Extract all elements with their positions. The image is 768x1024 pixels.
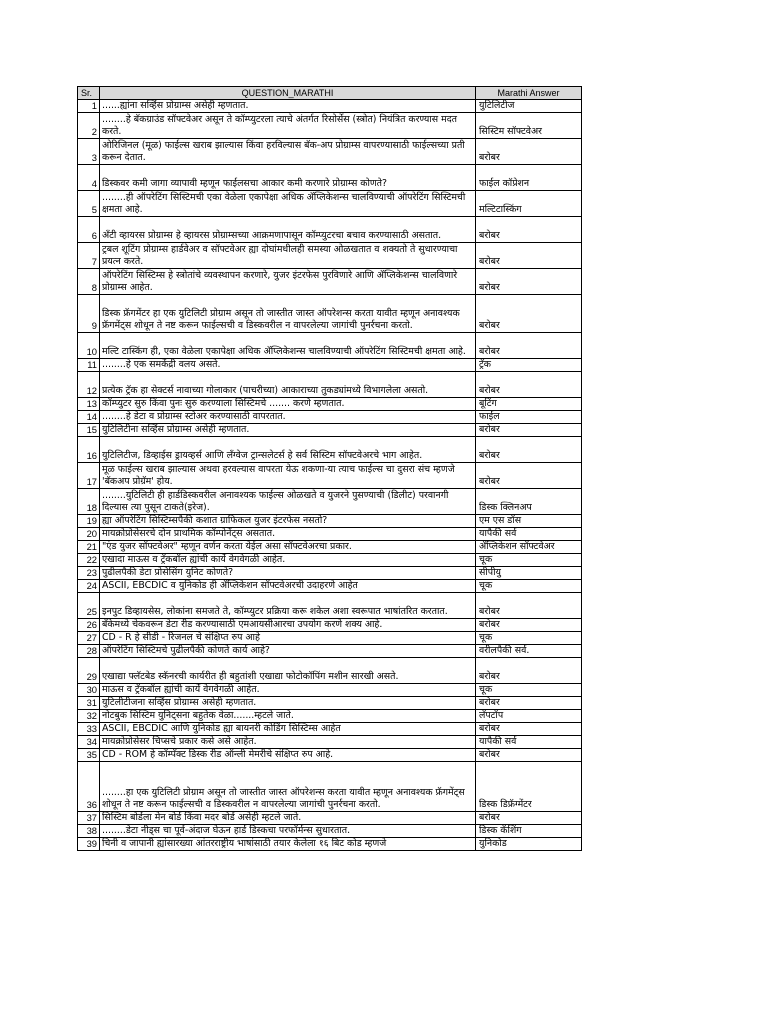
answer-cell: डिस्क क्लिनअप	[476, 489, 582, 515]
header-answer: Marathi Answer	[476, 87, 582, 100]
row-number: 14	[78, 411, 100, 424]
question-cell: सिस्टिम बोर्डला मेन बोर्ड किंवा मदर बोर्ड असेही म्हटले जाते.	[100, 812, 476, 825]
answer-cell: यापैकी सर्व	[476, 736, 582, 749]
table-row	[78, 295, 582, 333]
answer-cell: बरोबर	[476, 619, 582, 632]
question-cell: CD - R हे सीडी - रिजनल चे संक्षिप्त रुप आहे	[100, 632, 476, 645]
question-cell: ......ह्यांना सर्व्हिस प्रोग्राम्स असेही म्हणतात.	[100, 100, 476, 113]
answer-cell: बरोबर	[476, 463, 582, 489]
row-number: 29	[78, 658, 100, 684]
question-cell: मायक्रोप्रोसेसर चिप्सचे प्रकार कसे असे आहेत.	[100, 736, 476, 749]
answer-cell: यापैकी सर्व	[476, 528, 582, 541]
row-number: 12	[78, 372, 100, 398]
question-cell: डिस्कवर कमी जागा व्यापावी म्हणून फाईलसचा आकार कमी करणारे प्रोग्राम्स कोणते?	[100, 165, 476, 191]
row-number: 36	[78, 762, 100, 812]
answer-cell: चूक	[476, 580, 582, 593]
answer-cell: वरीलपैकी सर्व.	[476, 645, 582, 658]
row-number: 31	[78, 697, 100, 710]
question-sheet	[77, 86, 581, 851]
row-number: 18	[78, 489, 100, 515]
row-number: 2	[78, 113, 100, 139]
table-row	[78, 762, 582, 812]
row-number: 24	[78, 580, 100, 593]
table-row	[78, 710, 582, 723]
question-cell: ........हा एक युटिलिटी प्रोग्राम असून तो जास्तीत जास्त ऑपरेशन्स करता यावीत म्हणून अनावश्यक फ्रॅगमेंट्स शोधून ते नष्ट करून फाईल्सची व डिस्कवरील न वापरलेल्या जागांची पुनर्रचना करतो.	[100, 762, 476, 812]
row-number: 5	[78, 191, 100, 217]
table-row	[78, 100, 582, 113]
question-cell: युटिलिटीज, डिव्हाईस ड्रायव्हर्स आणि लँग्वेज ट्रान्सलेटर्स हे सर्व सिस्टिम सॉफ्टवेअरचे भाग आहेत.	[100, 437, 476, 463]
table-row	[78, 838, 582, 851]
row-number: 32	[78, 710, 100, 723]
row-number: 26	[78, 619, 100, 632]
table-row	[78, 593, 582, 619]
table-row	[78, 684, 582, 697]
row-number: 4	[78, 165, 100, 191]
question-table	[77, 86, 582, 851]
answer-cell: बरोबर	[476, 812, 582, 825]
table-row	[78, 269, 582, 295]
question-cell: ऑपरेटिंग सिस्टिमचे पुढीलपैकी कोणते कार्य आहे?	[100, 645, 476, 658]
table-row	[78, 736, 582, 749]
question-cell: इनपुट डिव्हायसेस, लोकांना समजते ते, कॉम्प्युटर प्रक्रिया करू शकेल अशा स्वरूपात भाषांतरित करतात.	[100, 593, 476, 619]
table-row	[78, 825, 582, 838]
table-row	[78, 139, 582, 165]
row-number: 13	[78, 398, 100, 411]
question-cell: एखादा माऊस व ट्रॅकबॉल ह्यांची कार्ये वेगवेगळी आहेत.	[100, 554, 476, 567]
table-row	[78, 437, 582, 463]
table-row	[78, 632, 582, 645]
question-cell: माऊस व ट्रॅकबॉल ह्यांची कार्ये वेगवेगळी आहेत.	[100, 684, 476, 697]
answer-cell: बरोबर	[476, 139, 582, 165]
table-row	[78, 191, 582, 217]
table-row	[78, 580, 582, 593]
question-cell: मायक्रोप्रोसेसरचे दोन प्राथमिक कॉम्पोनेंट्स असतात.	[100, 528, 476, 541]
table-row	[78, 619, 582, 632]
question-cell: प्रत्येक ट्रॅक हा सेक्टर्स नावाच्या गोलाकार (पाचरीच्या) आकाराच्या तुकड्यांमध्ये विभागलेला असतो.	[100, 372, 476, 398]
answer-cell: बरोबर	[476, 697, 582, 710]
answer-cell: युनिकोड	[476, 838, 582, 851]
question-cell: ऑपरेटिंग सिस्टिम्स हे स्त्रोतांचे व्यवस्थापन करणारे, युजर इंटरफेस पुरविणारे आणि ॲप्लिकेशन्स चालविणारे प्रोग्राम्स आहेत.	[100, 269, 476, 295]
row-number: 16	[78, 437, 100, 463]
row-number: 22	[78, 554, 100, 567]
answer-cell: लॅपटॉप	[476, 710, 582, 723]
table-row	[78, 749, 582, 762]
header-question: QUESTION_MARATHI	[100, 87, 476, 100]
row-number: 8	[78, 269, 100, 295]
answer-cell: बरोबर	[476, 658, 582, 684]
question-cell: युटिलीटीजना सर्व्हिस प्रोग्राम्स असेही म्हणतात.	[100, 697, 476, 710]
row-number: 6	[78, 217, 100, 243]
question-cell: CD - ROM हे कॉम्पॅक्ट डिस्क रीड ऑन्ली मेमरीचे संक्षिप्त रुप आहे.	[100, 749, 476, 762]
answer-cell: सिस्टिम सॉफ्टवेअर	[476, 113, 582, 139]
question-cell: चिनी व जापानी ह्यांसारख्या आंतरराष्ट्रीय भाषांसाठी तयार केलेला १६ बिट कोड म्हणजे	[100, 838, 476, 851]
table-row	[78, 217, 582, 243]
row-number: 23	[78, 567, 100, 580]
question-cell: मल्टि टास्किंग ही, एका वेळेला एकापेक्षा अधिक ॲप्लिकेशन्स चालविण्याची ऑपरेटिंग सिस्टिमची क्षमता आहे.	[100, 333, 476, 359]
question-cell: पुढीलपैकी डेटा प्रोसेसिंग युनिट कोणते?	[100, 567, 476, 580]
table-row	[78, 697, 582, 710]
question-cell: नोटबुक सिस्टिम युनिट्सना बहुतेक वेळा.......म्हटले जाते.	[100, 710, 476, 723]
table-row	[78, 723, 582, 736]
row-number: 33	[78, 723, 100, 736]
table-row	[78, 243, 582, 269]
header-sr: Sr.	[78, 87, 100, 100]
answer-cell: बरोबर	[476, 749, 582, 762]
answer-cell: फाईल कॉप्रेशन	[476, 165, 582, 191]
question-cell: ........हे एक समकेंद्री वलय असते.	[100, 359, 476, 372]
table-row	[78, 489, 582, 515]
table-row	[78, 812, 582, 825]
row-number: 38	[78, 825, 100, 838]
question-cell: ASCII, EBCDIC व युनिकोड ही ॲप्लिकेशन सॉफ्टवेअरची उदाहरणे आहेत	[100, 580, 476, 593]
answer-cell: डिस्क कॅशिंग	[476, 825, 582, 838]
row-number: 37	[78, 812, 100, 825]
table-row	[78, 541, 582, 554]
row-number: 28	[78, 645, 100, 658]
table-row	[78, 113, 582, 139]
row-number: 3	[78, 139, 100, 165]
row-number: 30	[78, 684, 100, 697]
table-row	[78, 424, 582, 437]
answer-cell: बरोबर	[476, 333, 582, 359]
answer-cell: युटिलिटीज	[476, 100, 582, 113]
table-row	[78, 411, 582, 424]
answer-cell: चूक	[476, 554, 582, 567]
answer-cell: बूटिंग	[476, 398, 582, 411]
row-number: 34	[78, 736, 100, 749]
table-row	[78, 554, 582, 567]
answer-cell: बरोबर	[476, 295, 582, 333]
question-cell: ........हे डेटा व प्रोग्राम्स स्टोअर करण्यासाठी वापरतात.	[100, 411, 476, 424]
question-cell: बँकेमध्ये चेकवरून डेटा रीड करण्यासाठी एमआयसीआरचा उपयोग करणे शक्य आहे.	[100, 619, 476, 632]
question-cell: ........हे बॅकग्राउंड सॉफ्टवेअर असून ते कॉम्प्युटरला त्याचे अंतर्गत रिसोर्सेस (स्त्रोत) नियंत्रित करण्यास मदत करते.	[100, 113, 476, 139]
row-number: 25	[78, 593, 100, 619]
table-row	[78, 515, 582, 528]
table-row	[78, 372, 582, 398]
row-number: 11	[78, 359, 100, 372]
table-row	[78, 398, 582, 411]
question-cell: ASCII, EBCDIC आणि युनिकोड ह्या बायनरी कोडिंग सिस्टिम्स आहेत	[100, 723, 476, 736]
question-cell: ........युटिलिटी ही हार्डडिस्कवरील अनावश्यक फाईल्स ओळखते व युजरने पुसण्याची (डिलीट) परवानगी दिल्यास त्या पुसून टाकते(इरेज).	[100, 489, 476, 515]
question-cell: एखाद्या फ्लॅटबेड स्कॅनरची कार्यरीत ही बहुतांशी एखाद्या फोटोकॉपिंग मशीन सारखी असते.	[100, 658, 476, 684]
row-number: 19	[78, 515, 100, 528]
question-cell: ओरिजिनल (मूळ) फाईल्स खराब झाल्यास किंवा हरविल्यास बॅक-अप प्रोग्राम्स वापरण्यासाठी फाईल्सच्या प्रती करून देतात.	[100, 139, 476, 165]
answer-cell: चूक	[476, 632, 582, 645]
table-row	[78, 567, 582, 580]
table-row	[78, 645, 582, 658]
question-cell: मूळ फाईल्स खराब झाल्यास अथवा हरवल्यास वापरता येऊ शकणा-या त्याच फाईल्स चा दुसरा संच म्हणजे 'बॅकअप प्रोग्रॅम' होय.	[100, 463, 476, 489]
row-number: 17	[78, 463, 100, 489]
row-number: 15	[78, 424, 100, 437]
row-number: 21	[78, 541, 100, 554]
question-cell: ........डेटा नीड्स चा पूर्व-अंदाज घेऊन हार्ड डिस्कचा परफॉर्मन्स सुधारतात.	[100, 825, 476, 838]
question-cell: अँटी व्हायरस प्रोग्राम्स हे व्हायरस प्रोग्राम्सच्या आक्रमणापासून कॉम्प्युटरचा बचाव करण्यासाठी असतात.	[100, 217, 476, 243]
question-cell: कॉम्प्युटर सुरु किंवा पुनः सुरु करण्याला सिस्टिमचे ....... करणे म्हणतात.	[100, 398, 476, 411]
table-row	[78, 333, 582, 359]
table-row	[78, 359, 582, 372]
row-number: 7	[78, 243, 100, 269]
table-row	[78, 658, 582, 684]
answer-cell: डिस्क डिफ्रॅग्मेंटर	[476, 762, 582, 812]
question-cell: युटिलिटीना सर्व्हिस प्रोग्राम्स असेही म्हणतात.	[100, 424, 476, 437]
question-cell: "एंड युजर सॉफ्टवेअर" म्हणून वर्णन करता येईल असा सॉफ्टवेअरचा प्रकार.	[100, 541, 476, 554]
answer-cell: बरोबर	[476, 269, 582, 295]
row-number: 20	[78, 528, 100, 541]
answer-cell: बरोबर	[476, 723, 582, 736]
answer-cell: एम एस डॉस	[476, 515, 582, 528]
question-cell: ........ही ऑपरेटिंग सिस्टिमची एका वेळेला एकापेक्षा अधिक ॲप्लिकेशन्स चालविण्याची ऑपरेटिंग सिस्टिमची क्षमता आहे.	[100, 191, 476, 217]
question-cell: ट्रबल शूटिंग प्रोग्राम्स हार्डवेअर व सॉफ्टवेअर ह्या दोघांमधीलही समस्या ओळखतात व शक्यतो ते सुधारण्याचा प्रयत्न करते.	[100, 243, 476, 269]
row-number: 10	[78, 333, 100, 359]
question-cell: डिस्क फ्रॅगमेंटर हा एक युटिलिटी प्रोग्राम असून तो जास्तीत जास्त ऑपरेशन्स करता यावीत म्हणून अनावश्यक फ्रॅगमेंट्स शोधून ते नष्ट करून फाईल्सची व डिस्कवरील न वापरलेल्या जागांची पुनर्रचना करतो.	[100, 295, 476, 333]
table-row	[78, 165, 582, 191]
answer-cell: बरोबर	[476, 243, 582, 269]
answer-cell: बरोबर	[476, 372, 582, 398]
row-number: 27	[78, 632, 100, 645]
answer-cell: चूक	[476, 684, 582, 697]
row-number: 39	[78, 838, 100, 851]
answer-cell: बरोबर	[476, 437, 582, 463]
answer-cell: सीपीयु	[476, 567, 582, 580]
row-number: 35	[78, 749, 100, 762]
answer-cell: ॲप्लिकेशन सॉफ्टवेअर	[476, 541, 582, 554]
table-row	[78, 528, 582, 541]
answer-cell: बरोबर	[476, 217, 582, 243]
table-row	[78, 463, 582, 489]
table-body	[78, 100, 582, 851]
answer-cell: फाईल	[476, 411, 582, 424]
answer-cell: ट्रॅक	[476, 359, 582, 372]
answer-cell: मल्टिटास्किंग	[476, 191, 582, 217]
row-number: 1	[78, 100, 100, 113]
header-row	[78, 87, 582, 100]
answer-cell: बरोबर	[476, 424, 582, 437]
row-number: 9	[78, 295, 100, 333]
question-cell: ह्या ऑपरेटिंग सिस्टिम्सपैकी कशात ग्राफिकल युजर इंटरफेस नसतो?	[100, 515, 476, 528]
answer-cell: बरोबर	[476, 593, 582, 619]
